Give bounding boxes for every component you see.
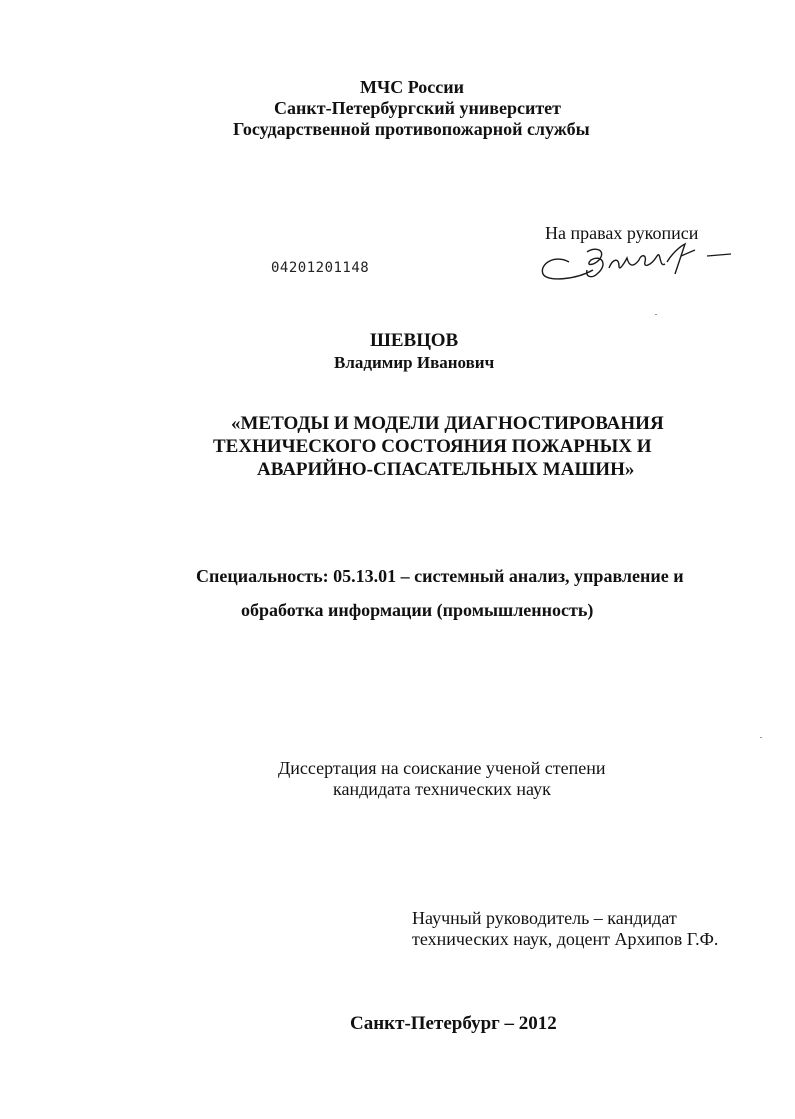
specialty-line-1: Специальность: 05.13.01 – системный анализ, управление и (196, 566, 684, 586)
author-given-names: Владимир Иванович (334, 353, 495, 372)
dissertation-title-line-3: АВАРИЙНО-СПАСАТЕЛЬНЫХ МАШИН» (257, 459, 635, 480)
author-surname: ШЕВЦОВ (370, 330, 459, 351)
degree-line-1: Диссертация на соискание ученой степени (278, 758, 606, 778)
dissertation-title-line-2: ТЕХНИЧЕСКОГО СОСТОЯНИЯ ПОЖАРНЫХ И (213, 436, 652, 457)
organization-line-1: МЧС России (360, 77, 464, 97)
organization-line-3: Государственной противопожарной службы (233, 119, 590, 139)
scan-speck (655, 314, 657, 315)
manuscript-rights-label: На правах рукописи (545, 223, 699, 243)
supervisor-line-2: технических наук, доцент Архипов Г.Ф. (412, 929, 719, 949)
handwritten-signature (535, 240, 735, 285)
city-year: Санкт-Петербург – 2012 (350, 1013, 557, 1034)
organization-line-2: Санкт-Петербургский университет (274, 98, 562, 118)
specialty-line-2: обработка информации (промышленность) (241, 600, 594, 620)
catalog-number: 04201201148 (271, 260, 370, 276)
degree-line-2: кандидата технических наук (333, 779, 551, 799)
scan-speck (760, 737, 762, 738)
supervisor-line-1: Научный руководитель – кандидат (412, 908, 677, 928)
dissertation-title-line-1: «МЕТОДЫ И МОДЕЛИ ДИАГНОСТИРОВАНИЯ (231, 413, 664, 434)
